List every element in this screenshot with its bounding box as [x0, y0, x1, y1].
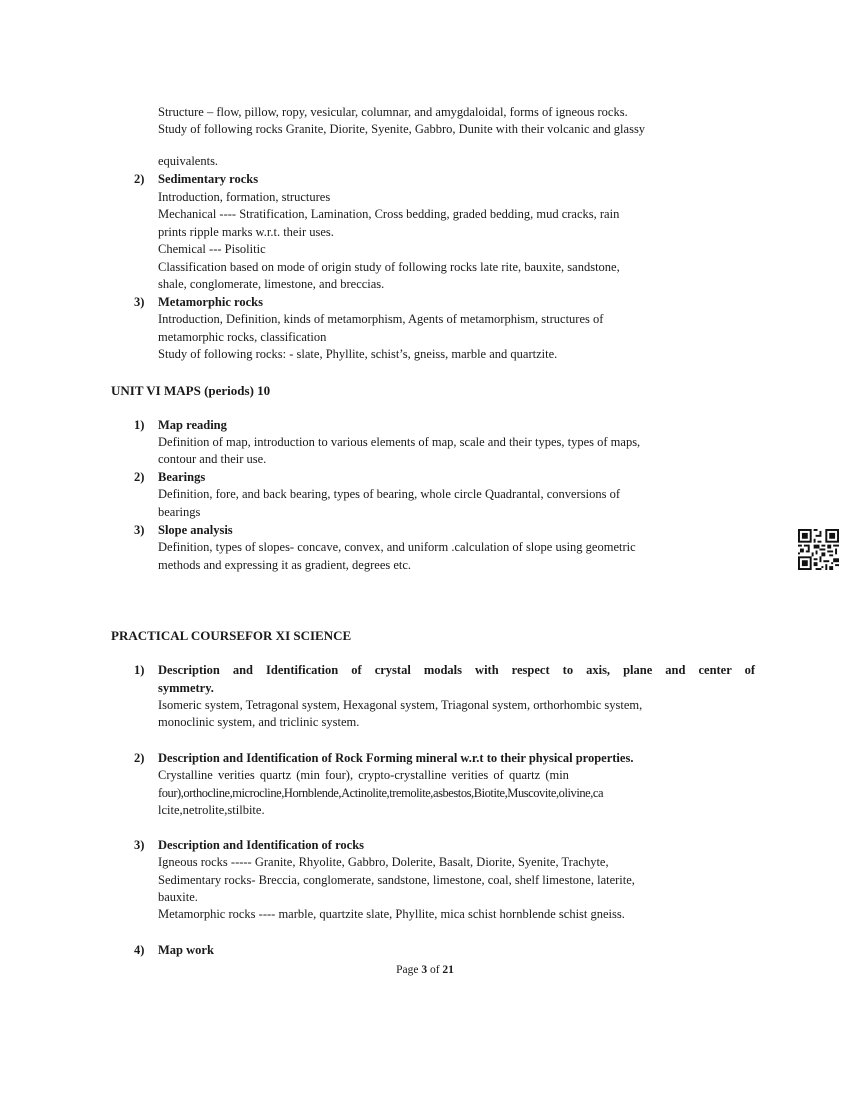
practical-item-4-title: Map work	[158, 943, 214, 957]
practical-item-1-title: Description and Identification of crystal modals with respect to axis, plane and center of	[158, 663, 755, 677]
practical-item-3-title: Description and Identification of rocks	[158, 838, 365, 852]
igneous-study-line: Study of following rocks Granite, Diorite, Syenite, Gabbro, Dunite with their volcanic and glassy	[158, 122, 646, 136]
metamorphic-number: 3)	[134, 295, 145, 309]
footer-total-pages: 21	[442, 964, 454, 976]
practical-item-3-line: bauxite.	[158, 890, 198, 904]
practical-item-2-title: Description and Identification of Rock Forming mineral w.r.t to their physical properties.	[158, 751, 634, 765]
slope-analysis-line: Definition, types of slopes- concave, convex, and uniform .calculation of slope using geometric	[158, 540, 636, 554]
bearings-line: Definition, fore, and back bearing, types of bearing, whole circle Quadrantal, conversions of	[158, 487, 620, 501]
map-reading-line: contour and their use.	[158, 452, 267, 466]
slope-analysis-number: 3)	[134, 523, 145, 537]
practical-item-3-line: Sedimentary rocks- Breccia, conglomerate, sandstone, limestone, coal, shelf limestone, laterite,	[158, 873, 635, 887]
metamorphic-title: Metamorphic rocks	[158, 295, 263, 309]
sedimentary-number: 2)	[134, 172, 145, 186]
metamorphic-intro: Introduction, Definition, kinds of metamorphism, Agents of metamorphism, structures of	[158, 312, 604, 326]
footer-prefix: Page	[396, 964, 422, 976]
unit-six-heading: UNIT VI MAPS (periods) 10	[111, 383, 271, 398]
practical-item-3-line: Igneous rocks ----- Granite, Rhyolite, Gabbro, Dolerite, Basalt, Diorite, Syenite, Trachyte,	[158, 855, 609, 869]
map-reading-title: Map reading	[158, 418, 227, 432]
sedimentary-chemical: Chemical --- Pisolitic	[158, 242, 266, 256]
bearings-number: 2)	[134, 470, 145, 484]
practical-item-2-number: 2)	[134, 751, 145, 765]
sedimentary-mechanical-cont: prints ripple marks w.r.t. their uses.	[158, 225, 334, 239]
practical-heading: PRACTICAL COURSEFOR XI SCIENCE	[111, 628, 352, 643]
practical-item-2-line: Crystalline verities quartz (min four), crypto-crystalline verities of quartz (min	[158, 768, 569, 782]
sedimentary-mechanical: Mechanical ---- Stratification, Lamination, Cross bedding, graded bedding, mud cracks, rain	[158, 207, 620, 221]
igneous-study-line-cont: equivalents.	[158, 154, 219, 168]
metamorphic-study: Study of following rocks: - slate, Phyllite, schist’s, gneiss, marble and quartzite.	[158, 347, 558, 361]
sedimentary-classification-cont: shale, conglomerate, limestone, and breccias.	[158, 277, 385, 291]
slope-analysis-line: methods and expressing it as gradient, degrees etc.	[158, 558, 412, 572]
practical-item-1-title-cont: symmetry.	[158, 681, 214, 695]
practical-item-2-line: lcite,netrolite,stilbite.	[158, 803, 265, 817]
sedimentary-intro: Introduction, formation, structures	[158, 190, 331, 204]
igneous-structure-line: Structure – flow, pillow, ropy, vesicular, columnar, and amygdaloidal, forms of igneous rocks.	[158, 105, 628, 119]
practical-item-4-number: 4)	[134, 943, 145, 957]
practical-item-2-line: four),orthocline,microcline,Hornblende,Actinolite,tremolite,asbestos,Biotite,Muscovite,olivine,ca	[158, 786, 604, 800]
sedimentary-classification: Classification based on mode of origin study of following rocks late rite, bauxite, sandstone,	[158, 260, 620, 274]
practical-item-1-line: monoclinic system, and triclinic system.	[158, 715, 360, 729]
bearings-title: Bearings	[158, 470, 206, 484]
practical-item-3-number: 3)	[134, 838, 145, 852]
slope-analysis-title: Slope analysis	[158, 523, 233, 537]
map-reading-number: 1)	[134, 418, 145, 432]
practical-item-1-line: Isomeric system, Tetragonal system, Hexagonal system, Triagonal system, orthorhombic system,	[158, 698, 643, 712]
footer-page-number: 3	[421, 964, 428, 976]
metamorphic-intro-cont: metamorphic rocks, classification	[158, 330, 327, 344]
practical-item-1-number: 1)	[134, 663, 145, 677]
qr-code-icon	[798, 529, 839, 570]
sedimentary-title: Sedimentary rocks	[158, 172, 259, 186]
page-footer	[0, 964, 850, 976]
map-reading-line: Definition of map, introduction to various elements of map, scale and their types, types of maps,	[158, 435, 641, 449]
footer-of: of	[427, 964, 443, 976]
bearings-line: bearings	[158, 505, 201, 519]
practical-item-3-line: Metamorphic rocks ---- marble, quartzite slate, Phyllite, mica schist hornblende schist gneiss.	[158, 907, 625, 921]
